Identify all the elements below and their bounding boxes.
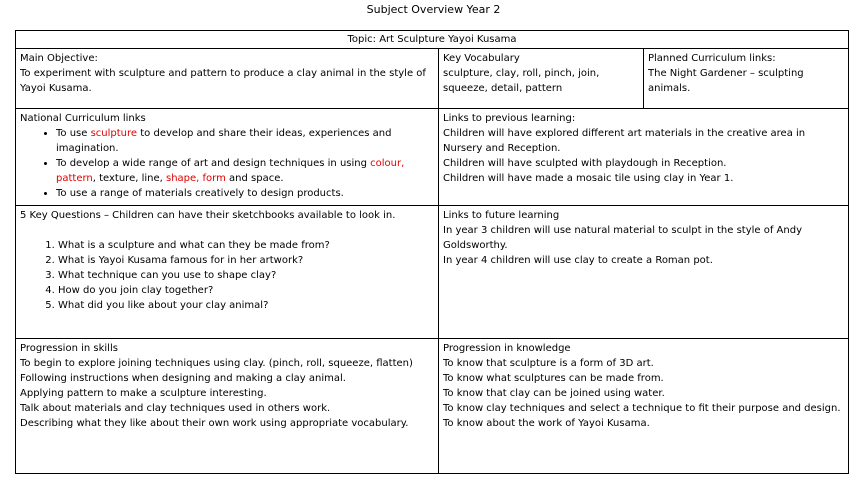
main-objective-text: To experiment with sculpture and pattern to produce a clay animal in the style of Yayoi Kusama. xyxy=(20,68,426,94)
national-curriculum-cell xyxy=(16,109,439,206)
national-curriculum-heading: National Curriculum links xyxy=(20,113,146,124)
planned-links-text: The Night Gardener – sculpting animals. xyxy=(648,68,804,94)
overview-table xyxy=(15,30,849,474)
progression-knowledge-heading: Progression in knowledge xyxy=(443,343,571,354)
list-item: 1. What is a sculpture and what can they be made from? xyxy=(58,238,434,253)
progression-row xyxy=(16,339,849,474)
nc-highlight: shape, form xyxy=(166,173,226,184)
key-questions-heading: 5 Key Questions – Children can have their sketchbooks available to look in. xyxy=(20,210,396,221)
nc-highlight: sculpture xyxy=(90,128,138,139)
topic-row xyxy=(16,31,849,49)
key-questions-cell xyxy=(16,206,439,339)
spacer xyxy=(20,223,434,238)
nc-text: To develop a wide range of art and design techniques in using xyxy=(56,158,371,169)
planned-links-cell xyxy=(644,49,849,109)
progression-knowledge-line: To know that sculpture is a form of 3D art. xyxy=(443,358,654,369)
progression-skills-line: Talk about materials and clay techniques used in others work. xyxy=(20,403,331,414)
key-vocabulary-cell xyxy=(439,49,644,109)
nc-text: , texture, line, xyxy=(92,173,166,184)
future-learning-heading: Links to future learning xyxy=(443,210,560,221)
list-item: 4. How do you join clay together? xyxy=(58,283,434,298)
previous-learning-line: Children will have explored different art materials in the creative area in Nursery and Reception. xyxy=(443,128,806,154)
progression-skills-line: Following instructions when designing and making a clay animal. xyxy=(20,373,346,384)
list-item: 3. What technique can you use to shape clay? xyxy=(58,268,434,283)
progression-skills-line: Applying pattern to make a sculpture interesting. xyxy=(20,388,267,399)
nc-text: and space. xyxy=(225,173,284,184)
progression-knowledge-line: To know what sculptures can be made from. xyxy=(443,373,664,384)
objectives-row xyxy=(16,49,849,109)
curriculum-row xyxy=(16,109,849,206)
nc-text: To use xyxy=(56,128,91,139)
progression-knowledge-line: To know clay techniques and select a technique to fit their purpose and design. xyxy=(443,403,841,414)
progression-knowledge-line: To know about the work of Yayoi Kusama. xyxy=(443,418,650,429)
main-objective-cell xyxy=(16,49,439,109)
previous-learning-line: Children will have made a mosaic tile using clay in Year 1. xyxy=(443,173,734,184)
previous-learning-line: Children will have sculpted with playdough in Reception. xyxy=(443,158,727,169)
page-title: Subject Overview Year 2 xyxy=(366,3,501,16)
previous-learning-heading: Links to previous learning: xyxy=(443,113,576,124)
nc-text: to develop and share their ideas, experiences and imagination. xyxy=(56,128,392,154)
list-item: 5. What did you like about your clay animal? xyxy=(58,298,434,313)
national-curriculum-list xyxy=(20,126,434,201)
future-learning-line: In year 4 children will use clay to create a Roman pot. xyxy=(443,255,713,266)
list-item xyxy=(56,126,434,156)
progression-skills-heading: Progression in skills xyxy=(20,343,118,354)
future-learning-line: In year 3 children will use natural material to sculpt in the style of Andy Goldsworthy. xyxy=(443,225,802,251)
progression-knowledge-cell xyxy=(439,339,849,474)
key-questions-list xyxy=(20,238,434,313)
key-vocabulary-heading: Key Vocabulary xyxy=(443,53,520,64)
progression-knowledge-line: To know that clay can be joined using water. xyxy=(443,388,665,399)
future-learning-cell xyxy=(439,206,849,339)
progression-skills-line: To begin to explore joining techniques using clay. (pinch, roll, squeeze, flatten) xyxy=(20,358,413,369)
progression-skills-cell xyxy=(16,339,439,474)
list-item: • To use a range of materials creatively to design products. xyxy=(56,186,434,201)
key-vocabulary-text: sculpture, clay, roll, pinch, join, squeeze, detail, pattern xyxy=(443,68,600,94)
planned-links-heading: Planned Curriculum links: xyxy=(648,53,776,64)
nc-highlight: colour, pattern xyxy=(56,158,405,184)
list-item xyxy=(56,156,434,186)
progression-skills-line: Describing what they like about their own work using appropriate vocabulary. xyxy=(20,418,409,429)
questions-row xyxy=(16,206,849,339)
main-objective-heading: Main Objective: xyxy=(20,53,98,64)
topic-cell: Topic: Art Sculpture Yayoi Kusama xyxy=(16,31,849,49)
list-item: 2. What is Yayoi Kusama famous for in her artwork? xyxy=(58,253,434,268)
previous-learning-cell xyxy=(439,109,849,206)
